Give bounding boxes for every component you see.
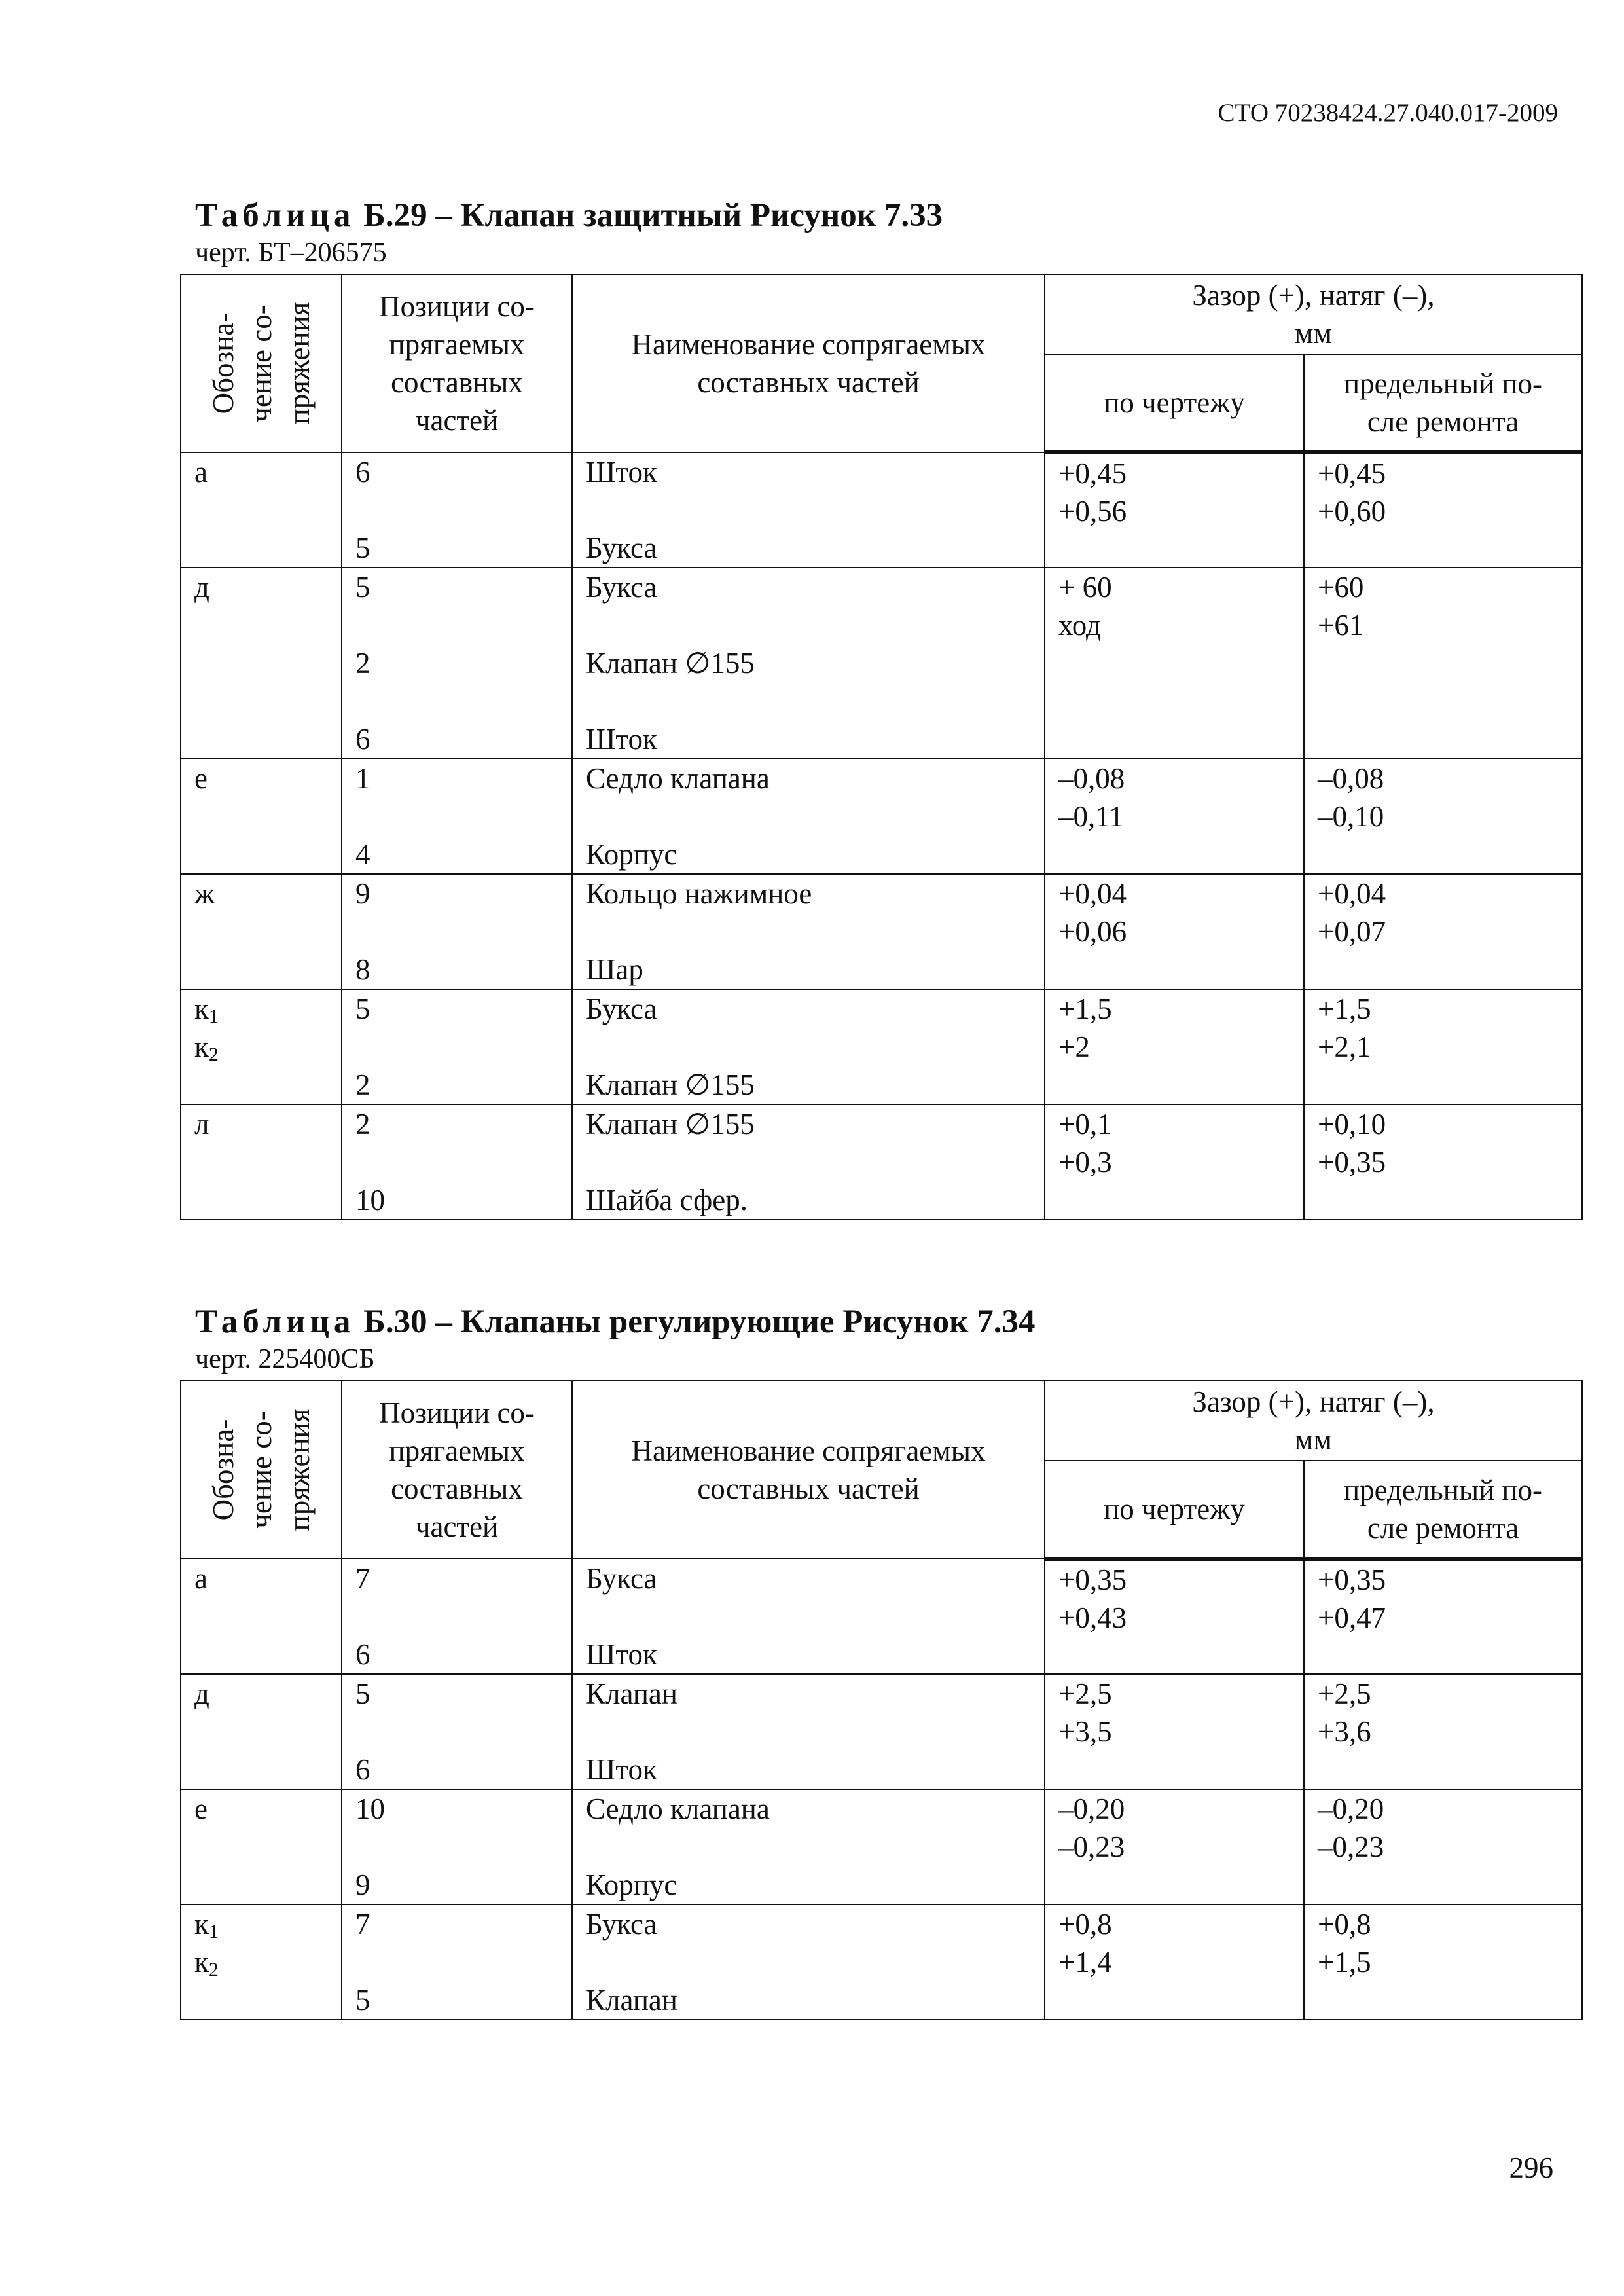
cell-by-drawing xyxy=(1045,452,1304,568)
table-row xyxy=(181,759,1582,874)
header-line: Позиции со- xyxy=(379,1396,535,1429)
cell-limit xyxy=(1304,1904,1582,2020)
designation-line xyxy=(194,913,341,951)
cell-parts xyxy=(572,759,1045,874)
table-caption xyxy=(195,196,943,234)
cell-positions xyxy=(342,759,572,874)
cell-positions-line: 5 xyxy=(355,1677,370,1710)
cell-parts-line: Букса xyxy=(586,1562,657,1595)
value-line: +1,5 xyxy=(1318,1946,1371,1978)
header-line: Зазор (+), натяг (–), xyxy=(1192,279,1435,312)
header-gap-group xyxy=(1045,274,1582,354)
designation-letter: к xyxy=(194,1946,209,1978)
cell-positions-line: 6 xyxy=(355,723,370,756)
table-b29 xyxy=(180,274,1583,1220)
cell-parts-line: Букса xyxy=(586,1908,657,1941)
cell-designation xyxy=(181,1674,342,1789)
cell-parts xyxy=(572,989,1045,1104)
cell-parts-line: Букса xyxy=(586,571,657,604)
table-row xyxy=(181,874,1582,989)
value-line: +0,8 xyxy=(1058,1908,1112,1941)
designation-index: 1 xyxy=(208,1006,219,1027)
header-designation-text xyxy=(204,302,318,425)
value-line: +0,35 xyxy=(1058,1563,1127,1596)
value-line: –0,08 xyxy=(1318,762,1384,795)
header-line: частей xyxy=(415,404,499,437)
cell-positions-line: 5 xyxy=(355,993,370,1025)
value-line: +0,45 xyxy=(1318,457,1386,490)
value-line: +0,56 xyxy=(1058,495,1127,528)
cell-limit xyxy=(1304,1104,1582,1220)
line-gap xyxy=(355,491,571,529)
drawing-reference: черт. БТ–206575 xyxy=(195,238,387,268)
cell-positions xyxy=(342,874,572,989)
value-line: +0,8 xyxy=(1318,1908,1371,1941)
line-gap xyxy=(586,606,1044,644)
cell-positions xyxy=(342,568,572,759)
line-gap xyxy=(586,1943,1044,1981)
header-designation xyxy=(181,274,342,452)
cell-positions-line: 9 xyxy=(355,877,370,910)
value-line: –0,23 xyxy=(1058,1831,1125,1863)
cell-positions-line: 10 xyxy=(355,1793,385,1825)
header-limit-after-repair xyxy=(1304,1461,1582,1559)
cell-by-drawing xyxy=(1045,759,1304,874)
cell-limit xyxy=(1304,1559,1582,1674)
cell-parts-line: Клапан xyxy=(586,1677,677,1710)
header-positions xyxy=(342,274,572,452)
header-line: Наименование сопрягаемых xyxy=(631,1434,986,1467)
designation-letter: к xyxy=(194,1908,209,1941)
header-positions xyxy=(342,1381,572,1559)
cell-by-drawing xyxy=(1045,1674,1304,1789)
value-line: –0,20 xyxy=(1318,1793,1384,1825)
header-line: Обозна- xyxy=(207,1419,240,1521)
cell-designation xyxy=(181,989,342,1104)
line-gap xyxy=(586,913,1044,951)
cell-parts-line: Клапан ∅155 xyxy=(586,1068,755,1101)
header-line: пряжения xyxy=(283,302,316,425)
cell-parts-line: Клапан ∅155 xyxy=(586,647,755,680)
cell-positions xyxy=(342,1789,572,1904)
cell-by-drawing xyxy=(1045,1904,1304,2020)
value-line: +61 xyxy=(1318,609,1364,642)
cell-designation xyxy=(181,452,342,568)
cell-parts-line: Корпус xyxy=(586,838,677,871)
cell-by-drawing xyxy=(1045,1789,1304,1904)
line-gap xyxy=(355,1143,571,1181)
cell-limit xyxy=(1304,759,1582,874)
designation-line xyxy=(194,1028,341,1066)
header-line: частей xyxy=(415,1510,499,1543)
cell-parts-line: Шток xyxy=(586,456,657,488)
cell-parts xyxy=(572,452,1045,568)
designation-line xyxy=(194,1597,341,1635)
designation-line: а xyxy=(194,1562,208,1595)
value-line: –0,10 xyxy=(1318,800,1384,833)
cell-parts-line: Шток xyxy=(586,723,657,756)
header-row xyxy=(181,1381,1582,1461)
cell-parts-line: Букса xyxy=(586,993,657,1025)
header-row xyxy=(181,274,1582,354)
cell-limit xyxy=(1304,874,1582,989)
header-designation xyxy=(181,1381,342,1559)
header-line: прягаемых xyxy=(389,1434,525,1467)
value-line: +3,6 xyxy=(1318,1715,1371,1748)
line-gap xyxy=(355,797,571,835)
header-line: Обозна- xyxy=(207,312,240,414)
value-line: +2 xyxy=(1058,1030,1090,1063)
value-line: +3,5 xyxy=(1058,1715,1112,1748)
document-code: СТО 70238424.27.040.017-2009 xyxy=(1218,99,1558,127)
header-line: предельный по- xyxy=(1343,1474,1543,1506)
cell-parts-line: Кольцо нажимное xyxy=(586,877,812,910)
cell-positions-line: 1 xyxy=(355,762,370,795)
line-gap xyxy=(586,1828,1044,1866)
header-parts-name xyxy=(572,1381,1045,1559)
header-line: мм xyxy=(1295,1423,1332,1456)
designation-index: 2 xyxy=(208,1959,219,1980)
value-line: +0,35 xyxy=(1318,1563,1386,1596)
cell-by-drawing xyxy=(1045,989,1304,1104)
designation-line xyxy=(194,990,341,1028)
cell-positions-line: 5 xyxy=(355,532,370,564)
designation-letter: к xyxy=(194,1030,209,1063)
cell-parts xyxy=(572,1674,1045,1789)
cell-designation xyxy=(181,1904,342,2020)
table-row xyxy=(181,1904,1582,2020)
header-gap-group xyxy=(1045,1381,1582,1461)
designation-line: е xyxy=(194,762,208,795)
table-row xyxy=(181,1559,1582,1674)
cell-limit xyxy=(1304,568,1582,759)
line-gap xyxy=(355,913,571,951)
cell-positions-line: 10 xyxy=(355,1184,385,1216)
designation-line: д xyxy=(194,1677,209,1710)
designation-line xyxy=(194,644,341,682)
line-gap xyxy=(586,1597,1044,1635)
cell-parts xyxy=(572,874,1045,989)
cell-by-drawing xyxy=(1045,1104,1304,1220)
cell-parts-line: Шток xyxy=(586,1638,657,1671)
line-gap xyxy=(355,1943,571,1981)
value-line: +2,5 xyxy=(1058,1677,1112,1710)
value-line: ход xyxy=(1058,609,1101,642)
value-line: +0,35 xyxy=(1318,1146,1386,1178)
line-gap xyxy=(355,682,571,720)
value-line: +1,5 xyxy=(1058,993,1112,1025)
cell-positions-line: 6 xyxy=(355,456,370,488)
value-line: +0,07 xyxy=(1318,915,1386,948)
line-gap xyxy=(586,1028,1044,1066)
value-line: +0,45 xyxy=(1058,457,1127,490)
table-body xyxy=(181,1559,1582,2020)
designation-letter: к xyxy=(194,993,209,1025)
value-line: +0,1 xyxy=(1058,1108,1112,1140)
header-line: Зазор (+), натяг (–), xyxy=(1192,1385,1435,1418)
designation-line xyxy=(194,1143,341,1181)
designation-line: ж xyxy=(194,877,215,910)
value-line: +1,4 xyxy=(1058,1946,1112,1978)
header-line: чение со- xyxy=(245,1411,278,1529)
cell-positions-line: 5 xyxy=(355,571,370,604)
header-line: сле ремонта xyxy=(1367,1512,1519,1544)
header-by-drawing: по чертежу xyxy=(1045,1461,1304,1559)
cell-parts-line: Клапан ∅155 xyxy=(586,1108,755,1140)
cell-positions-line: 5 xyxy=(355,1984,370,2016)
line-gap xyxy=(586,797,1044,835)
header-designation-text xyxy=(204,1409,318,1531)
table-row xyxy=(181,452,1582,568)
cell-parts xyxy=(572,568,1045,759)
cell-limit xyxy=(1304,452,1582,568)
cell-designation xyxy=(181,874,342,989)
cell-positions xyxy=(342,1104,572,1220)
value-line: –0,11 xyxy=(1058,800,1124,833)
designation-index: 2 xyxy=(208,1044,219,1065)
header-parts-name xyxy=(572,274,1045,452)
table-row xyxy=(181,568,1582,759)
designation-line xyxy=(194,491,341,529)
line-gap xyxy=(355,1597,571,1635)
table-title: Б.30 – Клапаны регулирующие Рисунок 7.34 xyxy=(363,1303,1036,1340)
table-header xyxy=(181,1381,1582,1559)
header-line: мм xyxy=(1295,317,1332,350)
header-line: пряжения xyxy=(283,1408,316,1531)
value-line: +2,1 xyxy=(1318,1030,1371,1063)
line-gap xyxy=(586,1713,1044,1751)
cell-parts-line: Шайба сфер. xyxy=(586,1184,748,1216)
line-gap xyxy=(586,682,1044,720)
header-by-drawing: по чертежу xyxy=(1045,354,1304,452)
designation-index: 1 xyxy=(208,1921,219,1942)
cell-positions xyxy=(342,1674,572,1789)
table-b30 xyxy=(180,1380,1583,2020)
cell-parts-line: Шток xyxy=(586,1753,657,1786)
cell-parts-line: Седло клапана xyxy=(586,762,770,795)
line-gap xyxy=(355,1713,571,1751)
cell-positions xyxy=(342,1904,572,2020)
cell-parts xyxy=(572,1904,1045,2020)
line-gap xyxy=(586,1143,1044,1181)
line-gap xyxy=(586,491,1044,529)
table-body xyxy=(181,452,1582,1220)
value-line: +2,5 xyxy=(1318,1677,1371,1710)
cell-limit xyxy=(1304,989,1582,1104)
value-line: –0,20 xyxy=(1058,1793,1125,1825)
designation-line xyxy=(194,797,341,835)
cell-positions-line: 2 xyxy=(355,647,370,680)
cell-positions-line: 9 xyxy=(355,1868,370,1901)
value-line: +0,10 xyxy=(1318,1108,1386,1140)
designation-line: л xyxy=(194,1108,209,1140)
value-line: +1,5 xyxy=(1318,993,1371,1025)
cell-positions-line: 2 xyxy=(355,1068,370,1101)
designation-line xyxy=(194,606,341,644)
header-limit-after-repair xyxy=(1304,354,1582,452)
cell-designation xyxy=(181,1789,342,1904)
designation-line xyxy=(194,1905,341,1943)
designation-line xyxy=(194,1828,341,1866)
table-header xyxy=(181,274,1582,452)
cell-limit xyxy=(1304,1674,1582,1789)
value-line: + 60 xyxy=(1058,571,1112,604)
table-label: Таблица xyxy=(195,197,355,234)
header-line: составных частей xyxy=(697,366,920,399)
header-line: составных xyxy=(391,366,523,399)
table-label: Таблица xyxy=(195,1303,355,1340)
cell-positions-line: 7 xyxy=(355,1562,370,1595)
value-line: +0,3 xyxy=(1058,1146,1112,1178)
cell-by-drawing xyxy=(1045,1559,1304,1674)
page-number: 296 xyxy=(1509,2151,1553,2184)
value-line: +0,60 xyxy=(1318,495,1386,528)
cell-positions-line: 2 xyxy=(355,1108,370,1140)
cell-by-drawing xyxy=(1045,874,1304,989)
table-row xyxy=(181,1789,1582,1904)
value-line: +0,47 xyxy=(1318,1601,1386,1634)
cell-parts-line: Шар xyxy=(586,953,643,986)
cell-limit xyxy=(1304,1789,1582,1904)
cell-parts xyxy=(572,1104,1045,1220)
cell-designation xyxy=(181,1104,342,1220)
header-line: составных xyxy=(391,1472,523,1505)
designation-line: е xyxy=(194,1793,208,1825)
value-line: +0,04 xyxy=(1318,877,1386,910)
cell-parts xyxy=(572,1789,1045,1904)
cell-positions-line: 7 xyxy=(355,1908,370,1941)
header-line: сле ремонта xyxy=(1367,405,1519,438)
cell-positions-line: 6 xyxy=(355,1753,370,1786)
table-row xyxy=(181,989,1582,1104)
value-line: +0,43 xyxy=(1058,1601,1127,1634)
cell-positions-line: 6 xyxy=(355,1638,370,1671)
cell-positions-line: 8 xyxy=(355,953,370,986)
header-line: Позиции со- xyxy=(379,290,535,323)
drawing-reference: черт. 225400СБ xyxy=(195,1344,375,1374)
cell-parts-line: Седло клапана xyxy=(586,1793,770,1825)
table-row xyxy=(181,1674,1582,1789)
value-line: +60 xyxy=(1318,571,1364,604)
table-row xyxy=(181,1104,1582,1220)
value-line: +0,04 xyxy=(1058,877,1127,910)
cell-parts-line: Клапан xyxy=(586,1984,677,2016)
header-line: прягаемых xyxy=(389,328,525,361)
cell-designation xyxy=(181,568,342,759)
table-caption xyxy=(195,1303,1035,1341)
header-line: Наименование сопрягаемых xyxy=(631,328,986,361)
cell-parts-line: Корпус xyxy=(586,1868,677,1901)
cell-designation xyxy=(181,1559,342,1674)
line-gap xyxy=(355,1028,571,1066)
cell-positions xyxy=(342,452,572,568)
header-line: предельный по- xyxy=(1343,367,1543,400)
header-line: чение со- xyxy=(245,304,278,422)
designation-line xyxy=(194,1943,341,1981)
line-gap xyxy=(355,1828,571,1866)
line-gap xyxy=(355,606,571,644)
value-line: –0,23 xyxy=(1318,1831,1384,1863)
value-line: +0,06 xyxy=(1058,915,1127,948)
cell-positions xyxy=(342,1559,572,1674)
designation-line xyxy=(194,1713,341,1751)
cell-designation xyxy=(181,759,342,874)
cell-by-drawing xyxy=(1045,568,1304,759)
cell-positions xyxy=(342,989,572,1104)
table-title: Б.29 – Клапан защитный Рисунок 7.33 xyxy=(363,197,943,234)
designation-line: д xyxy=(194,571,209,604)
header-line: составных частей xyxy=(697,1472,920,1505)
value-line: –0,08 xyxy=(1058,762,1125,795)
cell-parts xyxy=(572,1559,1045,1674)
cell-positions-line: 4 xyxy=(355,838,370,871)
designation-line: а xyxy=(194,456,208,488)
cell-parts-line: Букса xyxy=(586,532,657,564)
